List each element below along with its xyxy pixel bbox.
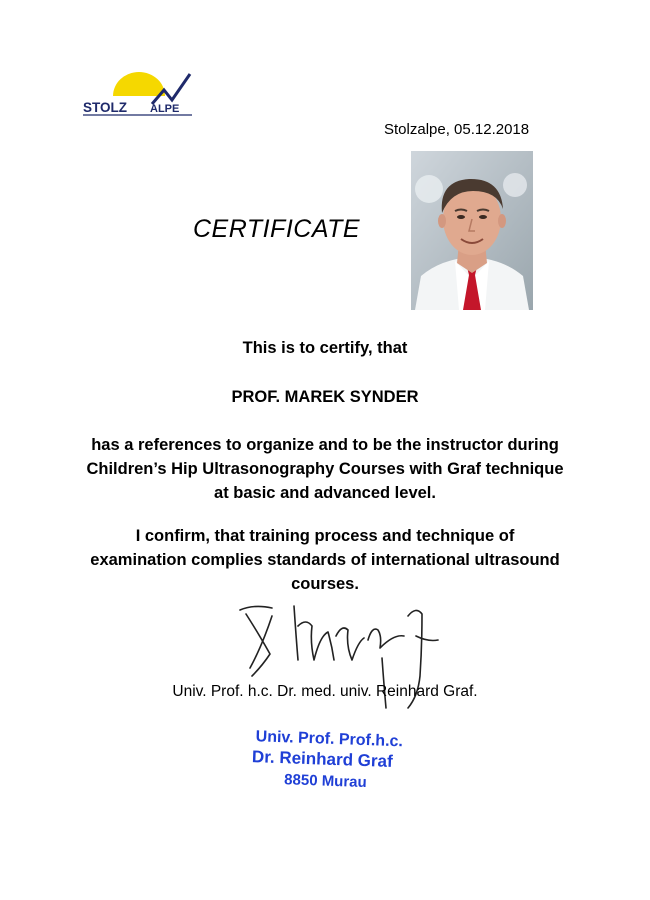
confirmation-paragraph	[40, 524, 610, 596]
paragraph-line: at basic and advanced level.	[214, 484, 436, 502]
official-stamp	[247, 728, 450, 815]
stamp-line: 8850 Murau	[283, 771, 368, 792]
paragraph-line: courses.	[291, 575, 359, 593]
paragraph-line: examination complies standards of international ultrasound	[90, 551, 560, 569]
certificate-title: CERTIFICATE	[193, 215, 361, 243]
paragraph-line: I confirm, that training process and technique of	[135, 527, 515, 545]
stamp-line: Dr. Reinhard Graf	[251, 747, 394, 771]
svg-text:ALPE: ALPE	[150, 103, 180, 115]
portrait-photo	[411, 151, 533, 310]
stolzalpe-logo	[80, 70, 195, 118]
stamp-line: Univ. Prof. Prof.h.c.	[255, 728, 404, 751]
paragraph-line: has a references to organize and to be the instructor during	[91, 436, 559, 454]
issue-date: Stolzalpe, 05.12.2018	[384, 121, 530, 138]
paragraph-line: Children’s Hip Ultrasonography Courses with Graf technique	[86, 460, 564, 478]
signer-name: Univ. Prof. h.c. Dr. med. univ. Reinhard Graf.	[172, 683, 478, 700]
intro-text: This is to certify, that	[242, 339, 408, 357]
svg-text:STOLZ: STOLZ	[83, 100, 128, 115]
reference-paragraph	[40, 433, 610, 505]
recipient-name: PROF. MAREK SYNDER	[231, 388, 419, 406]
